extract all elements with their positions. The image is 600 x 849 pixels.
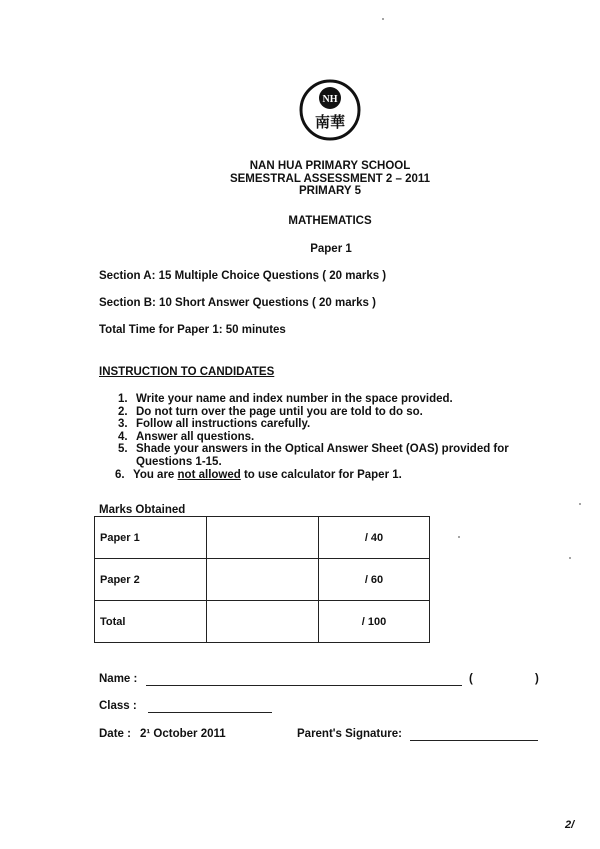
signature-input-line[interactable] xyxy=(410,740,538,741)
school-header xyxy=(0,160,600,198)
instruction-item xyxy=(118,393,538,406)
instruction-text: Follow all instructions carefully. xyxy=(136,418,311,431)
instruction-text: Answer all questions. xyxy=(136,430,255,443)
date-label: Date : xyxy=(99,728,131,740)
instruction-item xyxy=(118,431,538,444)
instruction-text: to use calculator for Paper 1. xyxy=(240,468,402,481)
total-time-info: Total Time for Paper 1: 50 minutes xyxy=(99,324,286,336)
table-row xyxy=(95,559,430,601)
marks-obtained-title: Marks Obtained xyxy=(99,504,186,516)
instruction-item xyxy=(118,406,538,419)
instruction-number: 1. xyxy=(118,393,128,405)
name-label: Name : xyxy=(99,673,138,685)
instruction-text: You are xyxy=(133,468,178,481)
max-marks-cell: / 40 xyxy=(319,517,430,559)
instruction-item xyxy=(118,418,538,431)
assessment-title: SEMESTRAL ASSESSMENT 2 – 2011 xyxy=(229,172,431,185)
page-mark: 2/ xyxy=(565,819,575,831)
index-open-paren: ( xyxy=(469,673,473,685)
class-label: Class : xyxy=(99,700,137,712)
row-label: Paper 2 xyxy=(95,559,207,601)
school-crest-logo xyxy=(298,78,362,142)
instruction-number: 6. xyxy=(115,468,125,481)
instruction-number: 2. xyxy=(118,405,128,418)
class-input-line[interactable] xyxy=(148,712,272,713)
row-label: Total xyxy=(95,601,207,643)
max-marks-cell: / 100 xyxy=(319,601,430,643)
table-row xyxy=(95,601,430,643)
instruction-text: Shade your answers in the Optical Answer Sheet (OAS) provided for Questions 1-15. xyxy=(136,443,509,468)
marks-obtained-cell[interactable] xyxy=(207,559,319,601)
index-close-paren: ) xyxy=(535,673,539,685)
marks-table xyxy=(94,516,430,643)
instruction-number: 4. xyxy=(118,430,128,443)
instructions-heading: INSTRUCTION TO CANDIDATES xyxy=(99,366,275,378)
school-name: NAN HUA PRIMARY SCHOOL xyxy=(249,160,411,172)
paper-label: Paper 1 xyxy=(310,243,352,255)
parent-signature-label: Parent's Signature: xyxy=(297,728,402,740)
scan-speck xyxy=(458,536,460,538)
scan-speck xyxy=(569,557,571,559)
instruction-item xyxy=(118,443,538,468)
table-row xyxy=(95,517,430,559)
instructions-list xyxy=(115,393,538,481)
name-input-line[interactable] xyxy=(146,685,462,686)
instruction-emphasis: not allowed xyxy=(177,468,241,481)
level: PRIMARY 5 xyxy=(299,185,361,197)
instruction-number: 3. xyxy=(118,418,128,431)
max-marks-cell: / 60 xyxy=(319,559,430,601)
row-label: Paper 1 xyxy=(95,517,207,559)
subject-title: MATHEMATICS xyxy=(288,215,372,227)
scan-speck xyxy=(579,503,581,505)
scan-speck xyxy=(382,18,384,20)
svg-text:NH: NH xyxy=(322,94,338,105)
section-a-info: Section A: 15 Multiple Choice Questions ( 20 marks ) xyxy=(99,270,387,282)
svg-text:南華: 南華 xyxy=(314,113,346,131)
instruction-text: Write your name and index number in the space provided. xyxy=(136,393,453,405)
marks-obtained-cell[interactable] xyxy=(207,601,319,643)
section-b-info: Section B: 10 Short Answer Questions ( 20 marks ) xyxy=(99,297,376,309)
date-value: 2¹ October 2011 xyxy=(140,728,226,740)
instruction-number: 5. xyxy=(118,443,128,456)
instruction-text: Do not turn over the page until you are told to do so. xyxy=(136,405,423,418)
marks-obtained-cell[interactable] xyxy=(207,517,319,559)
instruction-item xyxy=(115,469,538,482)
